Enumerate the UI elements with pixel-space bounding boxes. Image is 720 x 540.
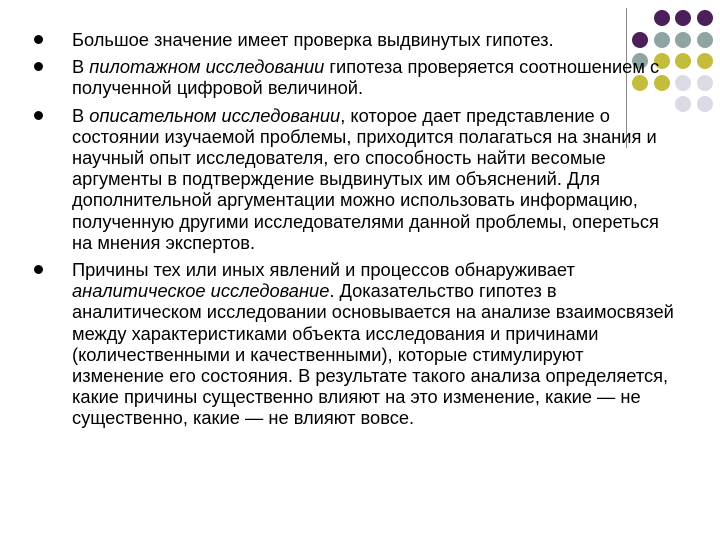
decorative-dot [675, 96, 691, 112]
bullet-text: гипотеза проверяется соотношением с полученной цифровой величиной. [72, 56, 660, 99]
bullet-text: Большое значение имеет проверка выдвинутых гипотез. [72, 29, 554, 50]
bullet-item [34, 259, 674, 429]
bullet-marker-icon [34, 111, 43, 120]
emphasized-text: пилотажном исследовании [89, 56, 325, 78]
bullet-text: , которое дает представление о состоянии изучаемой проблемы, приходится полагаться на знания и научный опыт исследователя, его способность найти весомые аргументы в подтверждение выдвинутых им объяснений. Для дополнительной аргументации можно использовать информацию, полученную другими исследователями данной проблемы, опереться на мнения экспертов. [72, 104, 659, 253]
decorative-dot [675, 53, 691, 69]
bullet-text: В [72, 56, 90, 78]
bullet-text: В [72, 104, 90, 126]
decorative-dot [675, 32, 691, 48]
bullet-list [34, 29, 674, 429]
bullet-marker-icon [34, 62, 43, 71]
decorative-dot [697, 96, 713, 112]
bullet-text: Причины тех или иных явлений и процессов обнаруживает [72, 259, 575, 281]
bullet-marker-icon [34, 265, 43, 274]
emphasized-text: аналитическое исследование [72, 280, 330, 302]
decorative-dot [675, 75, 691, 91]
decorative-dot [654, 10, 670, 26]
decorative-dot [675, 10, 691, 26]
slide-body [34, 29, 674, 435]
decorative-dot [697, 10, 713, 26]
emphasized-text: описательном исследовании [89, 104, 341, 126]
bullet-marker-icon [34, 35, 43, 44]
bullet-text: . Доказательство гипотез в аналитическом исследовании основывается на анализе взаимосвязей между характеристиками объекта исследования и причинами (количественными и качественными), которые стимулируют изменение его состояния. В результате такого анализа определяется, какие причины существенно влияют на это изменение, какие — не существенно, какие — не влияют вовсе. [72, 280, 674, 429]
decorative-dot [697, 32, 713, 48]
bullet-item [34, 56, 674, 98]
bullet-item [34, 29, 674, 50]
bullet-item [34, 105, 674, 253]
decorative-dot [697, 75, 713, 91]
decorative-dot [697, 53, 713, 69]
